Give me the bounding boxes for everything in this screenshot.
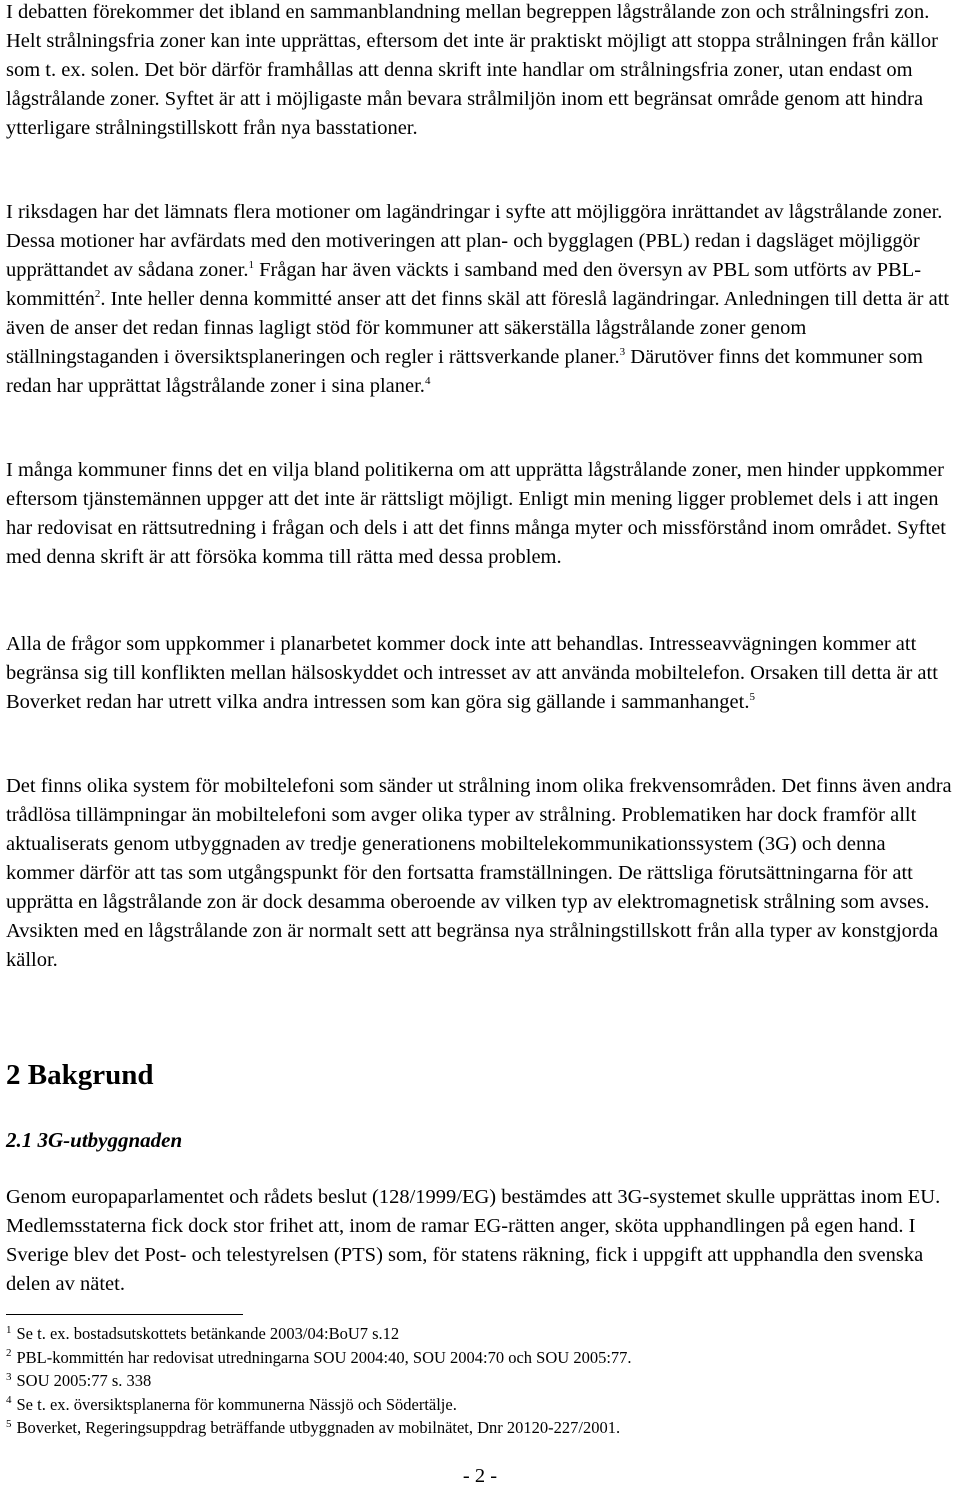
subsection-heading: 2.1 3G-utbyggnaden — [6, 1128, 183, 1152]
text-run: Därutöver finns det kommuner som redan har upprättat lågstrålande zoner i sina planer. — [6, 346, 923, 397]
footnotes-list — [6, 1322, 632, 1440]
footnote-text: Se t. ex. översiktsplanerna för kommunerna Nässjö och Södertälje. — [16, 1394, 457, 1414]
page-number: - 2 - — [462, 1465, 498, 1487]
footnote-text: Boverket, Regeringsuppdrag beträffande utbyggnaden av mobilnätet, Dnr 20120-227/2001. — [16, 1418, 621, 1437]
footnote-number: 4 — [6, 1394, 12, 1406]
paragraph-parliament-motions — [6, 198, 954, 401]
footnote-number: 3 — [6, 1370, 12, 1383]
footnote-ref[interactable]: 4 — [424, 375, 431, 388]
paragraph-mobile-systems: Det finns olika system för mobiltelefoni som sänder ut strålning inom olika frekvensområden. Det finns även andra trådlösa tillämpningar än mobiltelefoni som avger olika typer av strålning. Problematiken har dock framför allt aktualiserats genom utbyggnaden av tredje generationens mobiltelekommunikationssystem (3G) och denna kommer därför att tas som utgångspunkt för den fortsatta framställningen. De rättsliga förutsättningarna för att upprätta en lågstrålande zon är dock desamma oberoende av vilken typ av elektromagnetisk strålning som avses. Avsikten med en lågstrålande zon är normalt sett att begränsa nya strålningstillskott från alla typer av konstgjorda källor. — [6, 775, 952, 971]
paragraph-municipalities: I många kommuner finns det en vilja bland politikerna om att upprätta lågstrålande zoner, men hinder uppkommer eftersom tjänstemännen uppger att det inte är rättsligt möjligt. Enligt min mening ligger problemet dels i att ingen har redovisat en rättsutredning i frågan och dels i att det finns många myter och missförstånd inom området. Syftet med denna skrift är att försöka komma till rätta med dessa problem. — [6, 459, 946, 568]
footnote-item — [6, 1369, 632, 1393]
footnote-ref[interactable]: 3 — [619, 346, 626, 359]
footnote-ref[interactable]: 5 — [749, 691, 755, 704]
footnote-ref[interactable]: 2 — [94, 288, 101, 301]
footnote-ref[interactable]: 1 — [248, 259, 254, 272]
text-run: Alla de frågor som uppkommer i planarbetet kommer dock inte att behandlas. Intresseavvägningen kommer att begränsa sig till konflikten mellan hälsoskyddet och intresset av att använda mobiltelefon. Orsaken till detta är att Boverket redan har utrett vilka andra intressen som kan göra sig gällande i sammanhanget. — [6, 633, 938, 713]
footnote-number: 1 — [6, 1323, 12, 1336]
paragraph-scope — [6, 630, 954, 717]
text-run: I riksdagen har det lämnats flera motioner om lagändringar i syfte att möjliggöra inrättandet av lågstrålande zoner. Dessa motioner har avfärdats med den motiveringen att plan- och bygglagen (PBL) redan i dagsläget möjliggör upprättandet av sådana zoner. — [6, 201, 943, 281]
footnote-text: SOU 2005:77 s. 338 — [16, 1371, 152, 1390]
paragraph-3g-decision: Genom europaparlamentet och rådets beslut (128/1999/EG) bestämdes att 3G-systemet skulle upprättas inom EU. Medlemsstaterna fick dock stor frihet att, inom de ramar EG-rätten anger, sköta upphandlingen på egen hand. I Sverige blev det Post- och telestyrelsen (PTS) som, för statens räkning, fick i uppgift att upphandla den svenska delen av nätet. — [6, 1186, 941, 1295]
text-run: . Inte heller denna kommitté anser att det finns skäl att föreslå lagändringar. Anledningen till detta är att även de anser det redan finnas lagligt stöd för kommuner att säkerställa lågstrålande zoner genom ställningstaganden i översiktsplaneringen och regler i rättsverkande planer. — [6, 288, 950, 368]
footnote-number: 5 — [6, 1417, 12, 1430]
paragraph-radiation-free-zones: I debatten förekommer det ibland en sammanblandning mellan begreppen lågstrålande zon och strålningsfri zon. Helt strålningsfria zoner kan inte upprättas, eftersom det inte är praktiskt möjligt att stoppa strålningen från källor som t. ex. solen. Det bör därför framhållas att denna skrift inte handlar om strålningsfria zoner, utan endast om lågstrålande zoner. Syftet är att i möjligaste mån bevara strålmiljön inom ett begränsat område genom att hindra ytterligare strålningstillskott från nya basstationer. — [6, 1, 938, 139]
footnote-item — [6, 1393, 632, 1417]
footnote-item — [6, 1346, 632, 1370]
footnote-divider — [6, 1314, 243, 1315]
footnote-text: Se t. ex. bostadsutskottets betänkande 2003/04:BoU7 s.12 — [16, 1324, 400, 1343]
footnote-item — [6, 1416, 632, 1440]
footnote-text: PBL-kommittén har redovisat utredningarna SOU 2004:40, SOU 2004:70 och SOU 2005:77. — [16, 1347, 632, 1367]
footnote-item — [6, 1322, 632, 1346]
section-heading: 2 Bakgrund — [6, 1059, 154, 1091]
footnote-number: 2 — [6, 1347, 12, 1359]
text-run: Frågan har även väckts i samband med den översyn av PBL som utförts av PBL-kommittén — [6, 259, 922, 310]
